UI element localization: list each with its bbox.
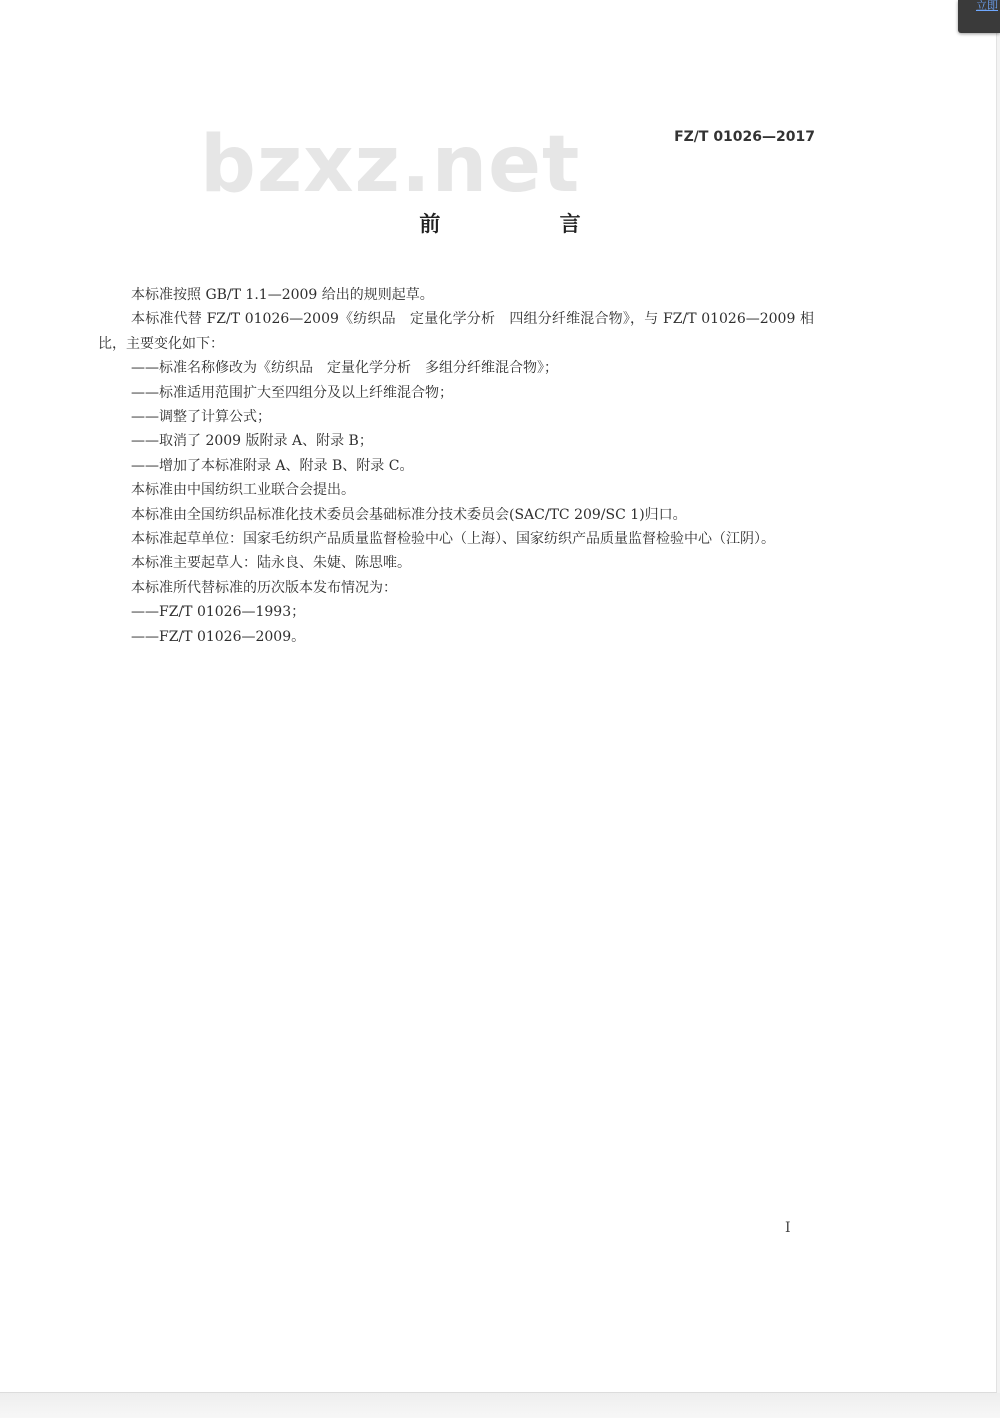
page-number: I [785, 1220, 791, 1236]
document-code: FZ/T 01026—2017 [674, 129, 815, 145]
paragraph-centralized-by: 本标准由全国纺织品标准化技术委员会基础标准分技术委员会(SAC/TC 209/SC 1)归口。 [131, 506, 687, 523]
corner-action-link[interactable]: 立即 [976, 0, 998, 12]
watermark: bzxz.net [200, 120, 581, 210]
paragraph-history-intro: 本标准所代替标准的历次版本发布情况为： [131, 579, 397, 596]
corner-action-button[interactable] [958, 0, 1000, 33]
paragraph-drafting-units: 本标准起草单位：国家毛纺织产品质量监督检验中心（上海）、国家纺织产品质量监督检验中心（江阴）。 [131, 531, 775, 548]
change-item-removed-annex: ——取消了 2009 版附录 A、附录 B； [131, 433, 373, 450]
history-item-1993: ——FZ/T 01026—1993； [131, 604, 306, 621]
foreword-body [98, 283, 814, 649]
change-item-title: ——标准名称修改为《纺织品 定量化学分析 多组分纤维混合物》； [131, 360, 558, 377]
page-title: 前 言 [419, 212, 637, 236]
change-item-added-annex: ——增加了本标准附录 A、附录 B、附录 C。 [131, 457, 414, 474]
viewer-bottom-strip [0, 1393, 1000, 1418]
paragraph-drafters: 本标准主要起草人：陆永良、朱婕、陈思唯。 [131, 555, 411, 572]
change-item-scope: ——标准适用范围扩大至四组分及以上纤维混合物； [131, 384, 453, 401]
paragraph-replaces: 本标准代替 FZ/T 01026—2009《纺织品 定量化学分析 四组分纤维混合物》，与 FZ/T 01026—2009 相比，主要变化如下： [98, 311, 814, 352]
paragraph-drafting-rules: 本标准按照 GB/T 1.1—2009 给出的规则起草。 [131, 287, 434, 303]
paragraph-proposed-by: 本标准由中国纺织工业联合会提出。 [131, 482, 355, 499]
history-item-2009: ——FZ/T 01026—2009。 [131, 628, 306, 645]
change-item-formula: ——调整了计算公式； [131, 409, 271, 426]
